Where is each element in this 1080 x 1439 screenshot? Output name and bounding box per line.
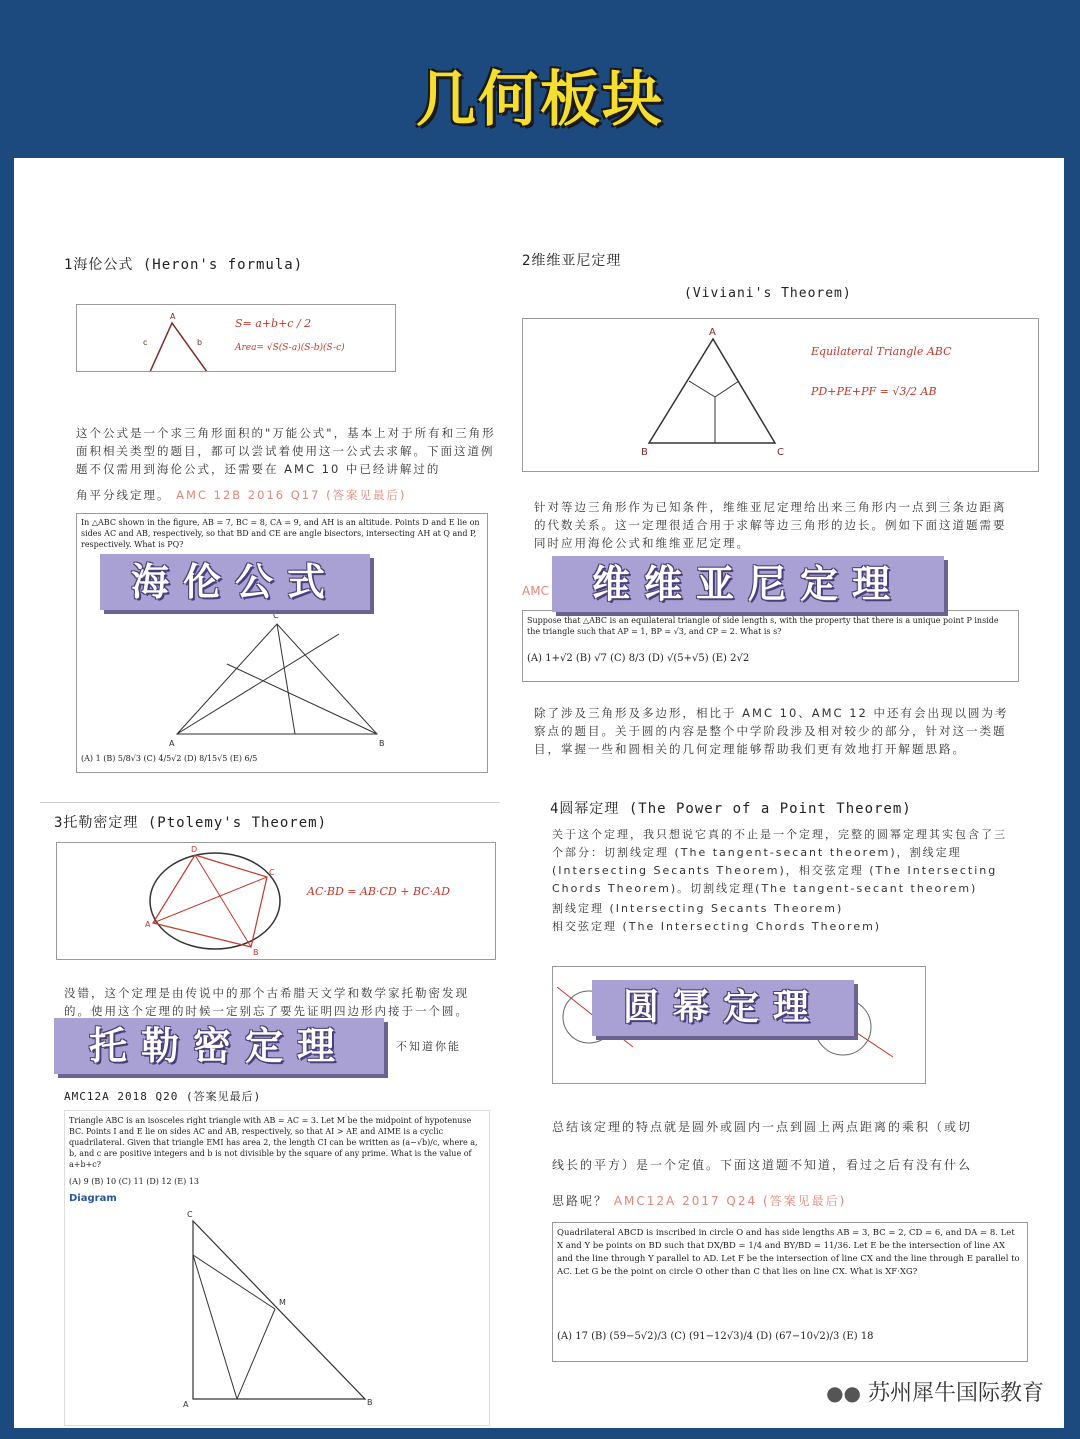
svg-text:A: A	[709, 327, 716, 338]
watermark	[826, 1376, 1044, 1407]
power-point-banner: 圆幂定理	[592, 980, 854, 1036]
section-2-heading: 2维维亚尼定理	[522, 253, 622, 269]
section-2-text-2: 除了涉及三角形及多边形，相比于 AMC 10、AMC 12 中还有会出现以圆为考察点的题目。关于圆的内容是整个中学阶段涉及相对较少的部分，针对这一类题目，掌握一些和圆相关的几何定理能够帮助我们更有效地打开解题思路。	[534, 706, 1009, 756]
section-1-heading: 1海伦公式 (Heron's formula)	[64, 257, 304, 273]
heron-formula-s: S= a+b+c / 2	[235, 317, 312, 330]
section-2-text: 针对等边三角形作为已知条件，维维亚尼定理给出来三角形内一点到三条边距离的代数关系。这一定理很适合用于求解等边三角形的边长。例如下面这道题需要同时应用海伦公式和维维亚尼定理。	[534, 500, 1007, 550]
ptolemy-circle-figure	[57, 843, 297, 959]
svg-text:A: A	[183, 1400, 189, 1409]
svg-text:C: C	[187, 1210, 193, 1219]
section-4-summary-2: 线长的平方）是一个定值。下面这道题不知道，看过之后有没有什么	[552, 1158, 973, 1172]
section-4-reference: AMC12A 2017 Q24 (答案见最后)	[613, 1194, 847, 1208]
section-3-heading: 3托勒密定理 (Ptolemy's Theorem)	[54, 815, 328, 831]
section-4-text: 关于这个定理，我只想说它真的不止是一个定理，完整的圆幂定理其实包含了三个部分：切割线定理 (The tangent-secant theorem)，割线定理 (Intersecting Secants Theorem)，相交弦定理 (The Intersecting Chords Theorem)。切割线定理(The tangent-secant theorem)	[552, 828, 1007, 895]
heron-problem-box	[76, 513, 488, 773]
svg-text:D: D	[191, 845, 198, 854]
viviani-note-2: PD+PE+PF = √3/2 AB	[811, 385, 937, 398]
viviani-problem-text: Suppose that △ABC is an equilateral triangle of side length s, with the property that there is a unique point P inside the triangle such that AP = 1, BP = √3, and CP = 2. What is s?	[527, 616, 999, 636]
svg-text:C: C	[273, 611, 279, 620]
section-4-question: 思路呢？	[552, 1194, 609, 1208]
section-2-amc-label: AMC	[522, 584, 549, 598]
svg-text:B: B	[367, 1398, 373, 1407]
ptolemy-figure-box	[56, 842, 496, 960]
ptolemy-choices: (A) 9 (B) 10 (C) 11 (D) 12 (E) 13	[69, 1177, 199, 1186]
ptolemy-formula: AC·BD = AB·CD + BC·AD	[307, 885, 450, 898]
viviani-choices: (A) 1+√2 (B) √7 (C) 8/3 (D) √(5+√5) (E) 2√2	[527, 653, 750, 664]
ptolemy-banner: 托勒密定理	[54, 1018, 384, 1074]
wechat-icon: ●●	[826, 1381, 861, 1405]
watermark-text: 苏州犀牛国际教育	[867, 1381, 1044, 1406]
power-point-problem-text: Quadrilateral ABCD is inscribed in circle O and has side lengths AB = 3, BC = 2, CD = 6, and DA = 8. Let X and Y be points on BD such that DX/BD = 1/4 and BY/BD = 11/36. Let E be the intersection of line AX and the line through Y parallel to AD. Let F be the intersection of line CX and the line through E parallel to AC. Let G be the point on circle O other than C that lies on line CX. What is XF·XG?	[557, 1228, 1020, 1277]
viviani-triangle-figure	[523, 319, 823, 471]
ptolemy-problem-box	[64, 1110, 490, 1426]
diagram-label: Diagram	[69, 1193, 117, 1204]
section-divider	[40, 802, 500, 803]
heron-problem-text: In △ABC shown in the figure, AB = 7, BC = 8, CA = 9, and AH is an altitude. Points D and E lie on sides AC and AB, respectively, so that BD and CE are angle bisectors, intersecting AH at Q and P, respectively. What is PQ?	[81, 518, 480, 549]
svg-text:b: b	[197, 338, 203, 347]
svg-text:M: M	[279, 1298, 286, 1307]
heron-banner: 海伦公式	[100, 554, 370, 610]
section-4-heading: 4圆幂定理 (The Power of a Point Theorem)	[550, 801, 912, 817]
svg-text:A: A	[169, 739, 175, 748]
heron-problem-diagram	[77, 604, 487, 754]
angle-bisector-text: 角平分线定理。	[76, 488, 171, 502]
page-title: 几何板块	[416, 65, 664, 135]
document-page	[14, 158, 1064, 1428]
section-4-summary-1: 总结该定理的特点就是圆外或圆内一点到圆上两点距离的乘积（或切	[552, 1120, 973, 1134]
section-4-line-3: 相交弦定理 (The Intersecting Chords Theorem)	[552, 920, 882, 933]
section-1-text-2	[76, 486, 407, 504]
heron-choices: (A) 1 (B) 5/8√3 (C) 4/5√2 (D) 8/15√5 (E) 6/5	[81, 754, 258, 763]
power-point-problem-box	[552, 1222, 1028, 1362]
section-4-line-2: 割线定理 (Intersecting Secants Theorem)	[552, 902, 844, 915]
viviani-banner: 维维亚尼定理	[552, 556, 944, 612]
viviani-figure-box	[522, 318, 1039, 472]
section-3-reference: AMC12A 2018 Q20 (答案见最后)	[64, 1090, 262, 1103]
section-4-summary-3	[552, 1192, 846, 1210]
section-3-text: 没错，这个定理是由传说中的那个古希腊天文学和数学家托勒密发现的。使用这个定理的时候一定别忘了要先证明四边形内接于一个圆。	[64, 986, 469, 1018]
section-1-text: 这个公式是一个求三角形面积的"万能公式"，基本上对于所有和三角形面积相关类型的题目，都可以尝试着使用这一公式去求解。下面这道例题不仅需用到海伦公式，还需要在 AMC 10 中已经讲解过的	[76, 426, 496, 476]
power-point-choices: (A) 17 (B) (59−5√2)/3 (C) (91−12√3)/4 (D) (67−10√2)/3 (E) 18	[557, 1331, 874, 1342]
heron-figure-box	[76, 304, 396, 372]
section-3-aside: 不知道你能	[396, 1040, 461, 1053]
heron-triangle-figure	[77, 305, 395, 371]
viviani-note-1: Equilateral Triangle ABC	[811, 345, 952, 358]
svg-text:A: A	[170, 312, 176, 321]
section-2-subheading: (Viviani's Theorem)	[684, 286, 852, 301]
viviani-problem-box	[522, 610, 1019, 682]
svg-text:B: B	[253, 948, 259, 957]
header	[0, 0, 1080, 160]
svg-text:C: C	[269, 868, 275, 877]
svg-text:c: c	[143, 338, 148, 347]
svg-text:B: B	[379, 739, 385, 748]
svg-text:A: A	[145, 920, 151, 929]
section-1-reference: AMC 12B 2016 Q17 (答案见最后)	[176, 488, 407, 502]
svg-text:C: C	[777, 447, 784, 458]
ptolemy-problem-text: Triangle ABC is an isosceles right triangle with AB = AC = 3. Let M be the midpoint of hypotenuse BC. Points I and E lie on sides AC and AB, respectively, so that AI > AE and AIME is a cyclic quadrilateral. Given that triangle EMI has area 2, the length CI can be written as (a−√b)/c, where a, b, and c are positive integers and b is not divisible by the square of any prime. What is the value of a+b+c?	[69, 1116, 478, 1169]
heron-formula-area: Area= √S(S-a)(S-b)(S-c)	[235, 343, 345, 353]
ptolemy-problem-diagram	[65, 1209, 489, 1425]
svg-text:B: B	[641, 447, 648, 458]
